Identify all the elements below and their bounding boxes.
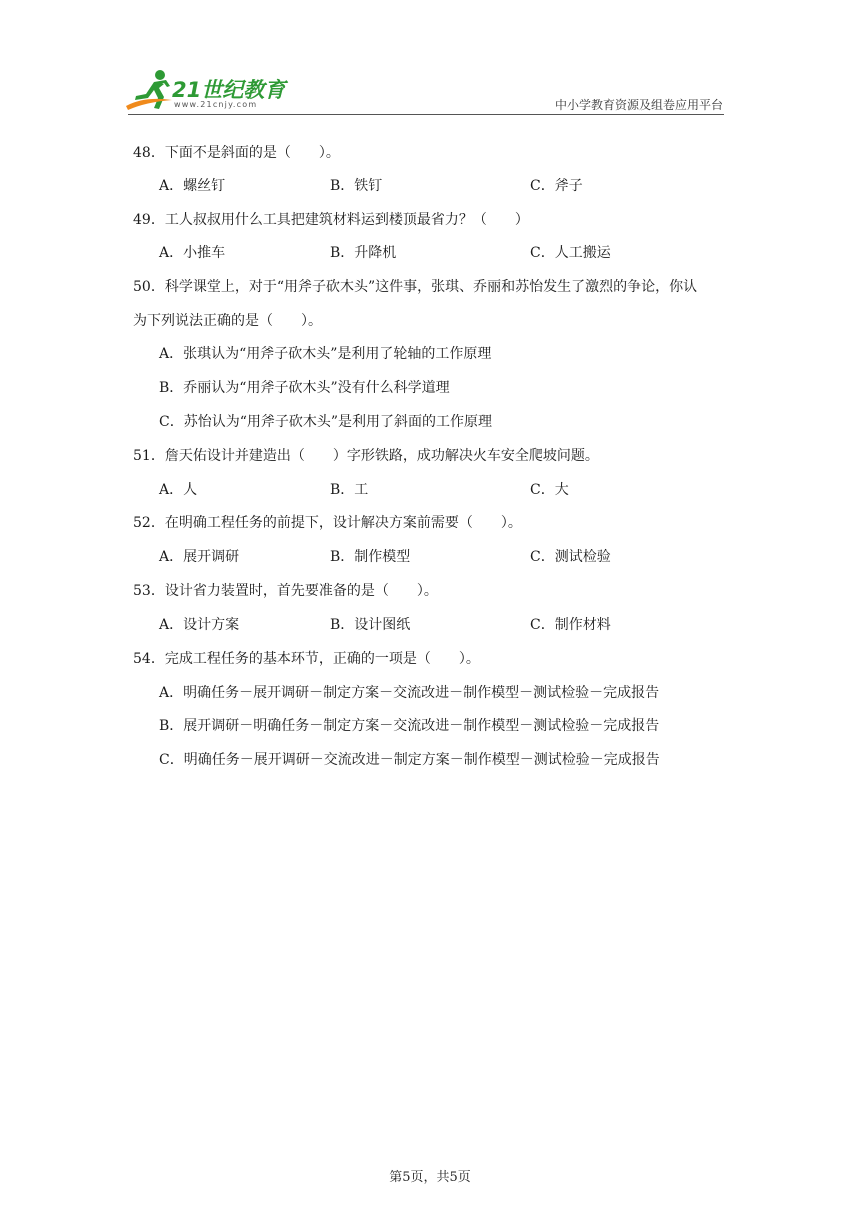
page-number: 第5页，共5页 (389, 1170, 471, 1185)
question-49-option-a[interactable]: A．小推车 (159, 245, 226, 261)
page-header (0, 0, 860, 120)
runner-logo-icon (124, 66, 176, 112)
question-53-option-b[interactable]: B．设计图纸 (330, 617, 411, 633)
question-50-option-c[interactable]: C．苏怡认为“用斧子砍木头”是利用了斜面的工作原理 (159, 414, 493, 430)
question-54-option-a[interactable]: A．明确任务－展开调研－制定方案－交流改进－制作模型－测试检验－完成报告 (159, 685, 660, 701)
question-48-option-a[interactable]: A．螺丝钉 (159, 178, 226, 194)
question-53-option-a[interactable]: A．设计方案 (159, 617, 240, 633)
question-49: 49．工人叔叔用什么工具把建筑材料运到楼顶最省力？（ ） (133, 212, 529, 228)
question-49-option-c[interactable]: C．人工搬运 (530, 245, 611, 261)
header-divider (128, 114, 724, 115)
question-50-option-a[interactable]: A．张琪认为“用斧子砍木头”是利用了轮轴的工作原理 (159, 346, 492, 362)
question-52: 52．在明确工程任务的前提下，设计解决方案前需要（ ）。 (133, 515, 522, 531)
question-52-option-a[interactable]: A．展开调研 (159, 549, 240, 565)
question-51-option-a[interactable]: A．人 (159, 482, 198, 498)
question-53-option-c[interactable]: C．制作材料 (530, 617, 611, 633)
question-51-option-b[interactable]: B．工 (330, 482, 369, 498)
question-48: 48．下面不是斜面的是（ ）。 (133, 145, 340, 161)
question-51: 51．詹天佑设计并建造出（ ）字形铁路，成功解决火车安全爬坡问题。 (133, 448, 599, 464)
question-50-continued: 为下列说法正确的是（ ）。 (133, 313, 322, 329)
question-50: 50．科学课堂上，对于“用斧子砍木头”这件事，张琪、乔丽和苏怡发生了激烈的争论，你认 (133, 279, 698, 295)
question-53: 53．设计省力装置时，首先要准备的是（ ）。 (133, 583, 438, 599)
question-54-option-b[interactable]: B．展开调研－明确任务－制定方案－交流改进－制作模型－测试检验－完成报告 (159, 718, 660, 734)
question-52-option-c[interactable]: C．测试检验 (530, 549, 611, 565)
logo (124, 66, 294, 116)
logo-text: 21世纪教育 (172, 78, 286, 102)
question-54: 54．完成工程任务的基本环节，正确的一项是（ ）。 (133, 651, 480, 667)
question-49-option-b[interactable]: B．升降机 (330, 245, 397, 261)
platform-name: 中小学教育资源及组卷应用平台 (554, 98, 723, 112)
question-51-option-c[interactable]: C．大 (530, 482, 569, 498)
question-54-option-c[interactable]: C．明确任务－展开调研－交流改进－制定方案－制作模型－测试检验－完成报告 (159, 752, 660, 768)
question-48-option-c[interactable]: C．斧子 (530, 178, 583, 194)
logo-url: www.21cnjy.com (174, 100, 258, 109)
question-52-option-b[interactable]: B．制作模型 (330, 549, 411, 565)
question-48-option-b[interactable]: B．铁钉 (330, 178, 383, 194)
question-50-option-b[interactable]: B．乔丽认为“用斧子砍木头”没有什么科学道理 (159, 380, 450, 396)
